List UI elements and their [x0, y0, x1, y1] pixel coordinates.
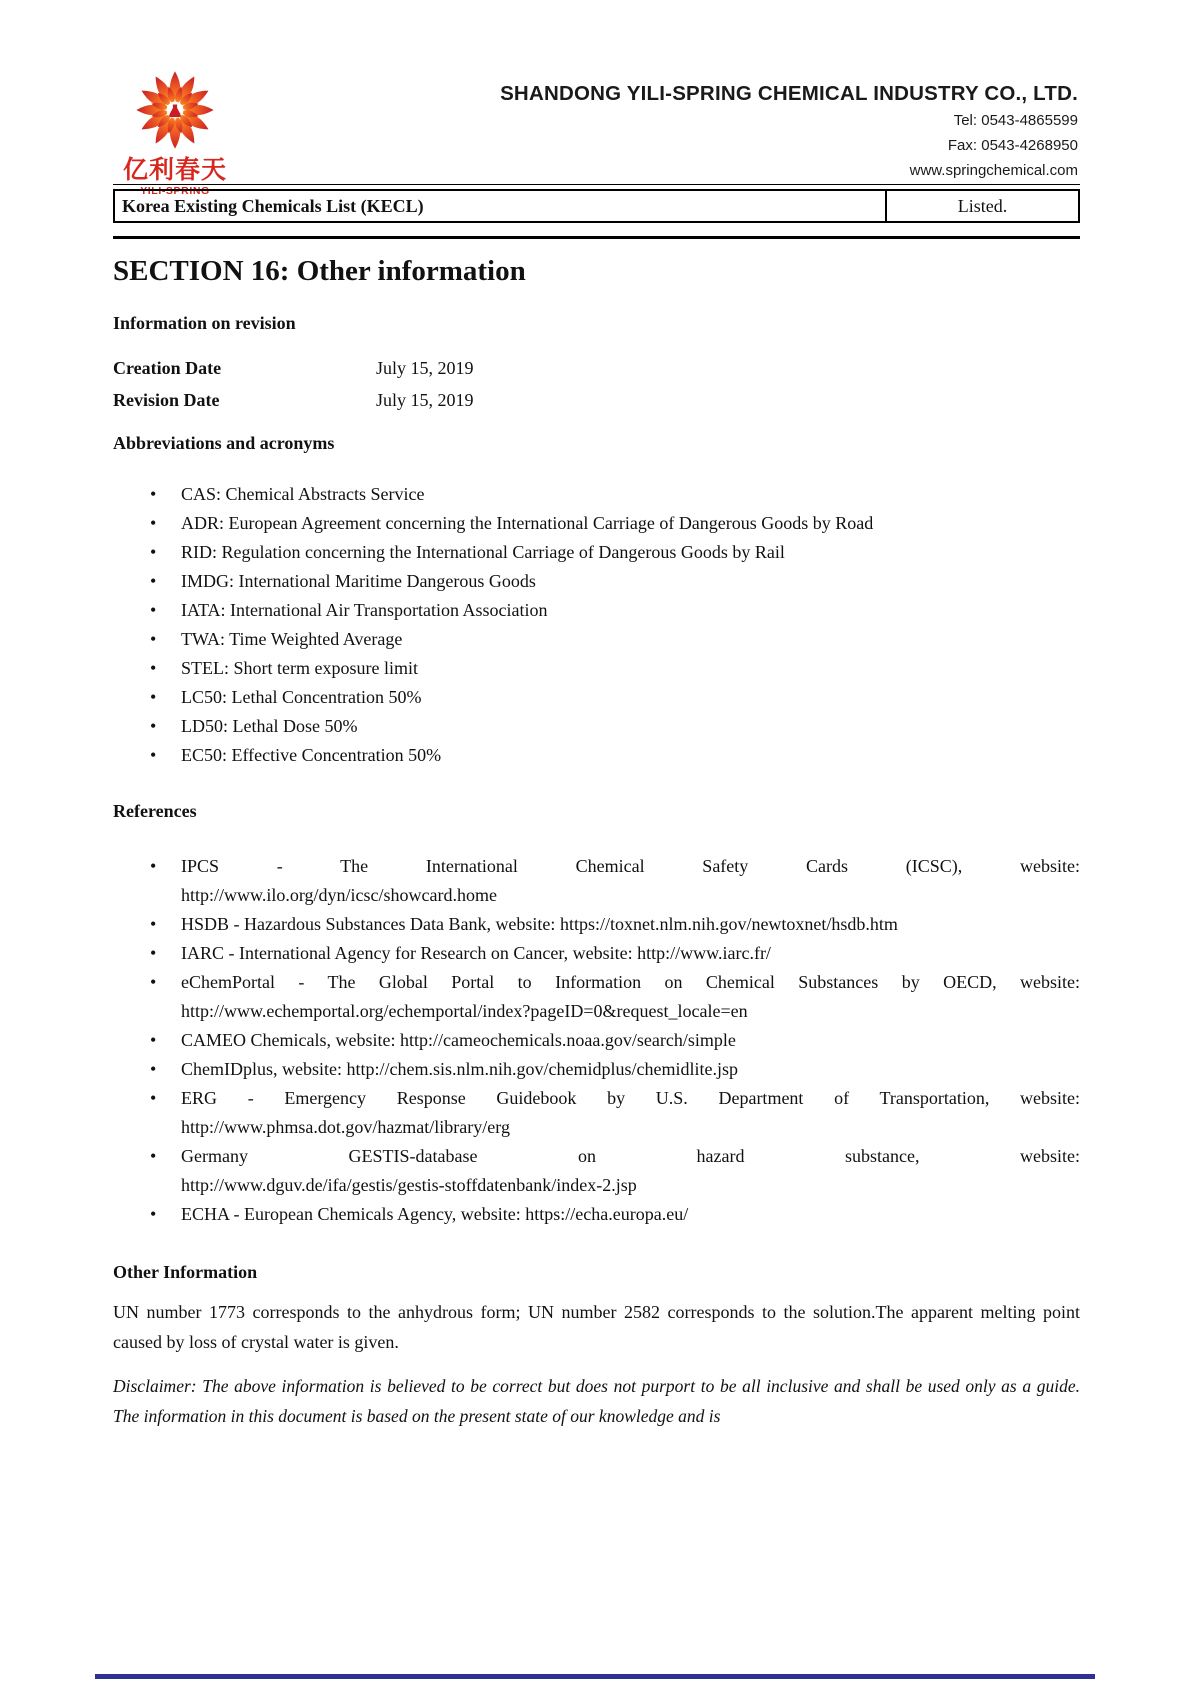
company-name: SHANDONG YILI-SPRING CHEMICAL INDUSTRY CO., LTD. — [500, 82, 1078, 105]
bullet-icon: • — [150, 1059, 157, 1079]
abbreviation-item — [113, 625, 1080, 654]
reference-text: IARC - International Agency for Research on Cancer, website: — [181, 943, 633, 963]
abbreviation-item — [113, 741, 1080, 770]
reference-item — [113, 852, 1080, 910]
footer-accent-bar — [95, 1674, 1095, 1679]
abbreviation-text: CAS: Chemical Abstracts Service — [181, 484, 425, 504]
reference-url: http://chem.sis.nlm.nih.gov/chemidplus/chemidlite.jsp — [346, 1059, 738, 1079]
bullet-icon: • — [150, 943, 157, 963]
reference-text: ERG - Emergency Response Guidebook by U.S. Department of Transportation, website: — [181, 1088, 1080, 1108]
abbreviations-heading: Abbreviations and acronyms — [113, 433, 335, 453]
references-heading: References — [113, 801, 197, 821]
bullet-icon: • — [150, 972, 157, 992]
reference-item — [113, 1055, 1080, 1084]
abbreviation-text: TWA: Time Weighted Average — [181, 629, 403, 649]
bullet-icon: • — [150, 856, 157, 876]
revision-row — [113, 384, 1080, 416]
abbreviation-item — [113, 654, 1080, 683]
company-fax: Fax: 0543-4268950 — [947, 137, 1078, 154]
reference-url: https://toxnet.nlm.nih.gov/newtoxnet/hsdb.htm — [559, 914, 898, 934]
reference-url: http://www.ilo.org/dyn/icsc/showcard.home — [181, 885, 497, 905]
reference-item — [113, 1084, 1080, 1142]
reference-text: eChemPortal - The Global Portal to Information on Chemical Substances by OECD, website: — [181, 972, 1080, 992]
reference-item — [113, 968, 1080, 1026]
reference-url: http://www.dguv.de/ifa/gestis/gestis-stoffdatenbank/index-2.jsp — [181, 1175, 637, 1195]
bullet-icon: • — [150, 914, 157, 934]
sunburst-flower-icon — [131, 68, 219, 152]
bullet-icon: • — [150, 745, 157, 765]
reference-url: http://www.phmsa.dot.gov/hazmat/library/erg — [181, 1117, 510, 1137]
other-information-heading: Other Information — [113, 1262, 258, 1282]
logo-chinese-name: 亿利春天 — [122, 156, 227, 184]
bullet-icon: • — [150, 600, 157, 620]
bullet-icon: • — [150, 1030, 157, 1050]
bullet-icon: • — [150, 1204, 157, 1224]
abbreviation-text: IMDG: International Maritime Dangerous Goods — [181, 571, 536, 591]
reference-url: https://echa.europa.eu/ — [525, 1204, 689, 1224]
abbreviation-item — [113, 567, 1080, 596]
abbreviation-text: ADR: European Agreement concerning the International Carriage of Dangerous Goods by Road — [181, 513, 874, 533]
company-tel: Tel: 0543-4865599 — [953, 112, 1078, 129]
abbreviation-item — [113, 683, 1080, 712]
reference-url: http://www.iarc.fr/ — [637, 943, 771, 963]
reference-url: http://www.echemportal.org/echemportal/index?pageID=0&request_locale=en — [181, 1001, 748, 1021]
reference-item — [113, 939, 1080, 968]
revision-row-value: July 15, 2019 — [376, 390, 474, 410]
bullet-icon: • — [150, 1146, 157, 1166]
company-logo — [121, 68, 229, 197]
revision-heading: Information on revision — [113, 313, 296, 333]
bullet-icon: • — [150, 1088, 157, 1108]
reference-item — [113, 910, 1080, 939]
reference-text: ECHA - European Chemicals Agency, website: — [181, 1204, 521, 1224]
header-contact-block — [500, 82, 1078, 181]
bullet-icon: • — [150, 542, 157, 562]
abbreviation-text: RID: Regulation concerning the International Carriage of Dangerous Goods by Rail — [181, 542, 785, 562]
revision-row — [113, 352, 1080, 384]
kecl-table-wrapper — [113, 184, 1080, 223]
reference-url: http://cameochemicals.noaa.gov/search/simple — [399, 1030, 736, 1050]
abbreviation-item — [113, 596, 1080, 625]
kecl-status-value: Listed. — [885, 191, 1078, 221]
abbreviation-text: STEL: Short term exposure limit — [181, 658, 418, 678]
bullet-icon: • — [150, 629, 157, 649]
section-title: SECTION 16: Other information — [113, 255, 526, 287]
reference-text: HSDB - Hazardous Substances Data Bank, website: — [181, 914, 556, 934]
abbreviation-item — [113, 538, 1080, 567]
bullet-icon: • — [150, 716, 157, 736]
reference-text: ChemIDplus, website: — [181, 1059, 342, 1079]
abbreviation-text: EC50: Effective Concentration 50% — [181, 745, 442, 765]
bullet-icon: • — [150, 513, 157, 533]
bullet-icon: • — [150, 687, 157, 707]
abbreviations-list — [113, 480, 1080, 770]
reference-item — [113, 1200, 1080, 1229]
abbreviation-item — [113, 480, 1080, 509]
reference-text: Germany GESTIS-database on hazard substance, website: — [181, 1146, 1080, 1166]
section-divider — [113, 236, 1080, 239]
revision-row-label: Revision Date — [113, 390, 220, 410]
abbreviation-text: IATA: International Air Transportation Association — [181, 600, 548, 620]
references-list — [113, 852, 1080, 1229]
revision-row-label: Creation Date — [113, 358, 222, 378]
abbreviation-text: LD50: Lethal Dose 50% — [181, 716, 358, 736]
document-body — [113, 184, 1080, 1431]
reference-item — [113, 1142, 1080, 1200]
bullet-icon: • — [150, 484, 157, 504]
company-website: www.springchemical.com — [909, 162, 1078, 179]
other-information-text: UN number 1773 corresponds to the anhydrous form; UN number 2582 corresponds to the solution.The apparent melting point caused by loss of crystal water is given. — [113, 1302, 1080, 1352]
logo-latin-name: YILI-SPRING — [140, 185, 210, 197]
abbreviation-item — [113, 712, 1080, 741]
revision-row-value: July 15, 2019 — [376, 358, 474, 378]
kecl-table — [113, 189, 1080, 223]
abbreviation-item — [113, 509, 1080, 538]
reference-item — [113, 1026, 1080, 1055]
reference-text: CAMEO Chemicals, website: — [181, 1030, 396, 1050]
bullet-icon: • — [150, 658, 157, 678]
revision-rows — [113, 352, 1080, 416]
abbreviation-text: LC50: Lethal Concentration 50% — [181, 687, 422, 707]
kecl-label: Korea Existing Chemicals List (KECL) — [122, 195, 424, 216]
bullet-icon: • — [150, 571, 157, 591]
reference-text: IPCS - The International Chemical Safety Cards (ICSC), website: — [181, 856, 1080, 876]
disclaimer-text: Disclaimer: The above information is believed to be correct but does not purport to be all inclusive and shall be used only as a guide. The information in this document is based on the present state of our knowledge and is — [113, 1376, 1080, 1426]
